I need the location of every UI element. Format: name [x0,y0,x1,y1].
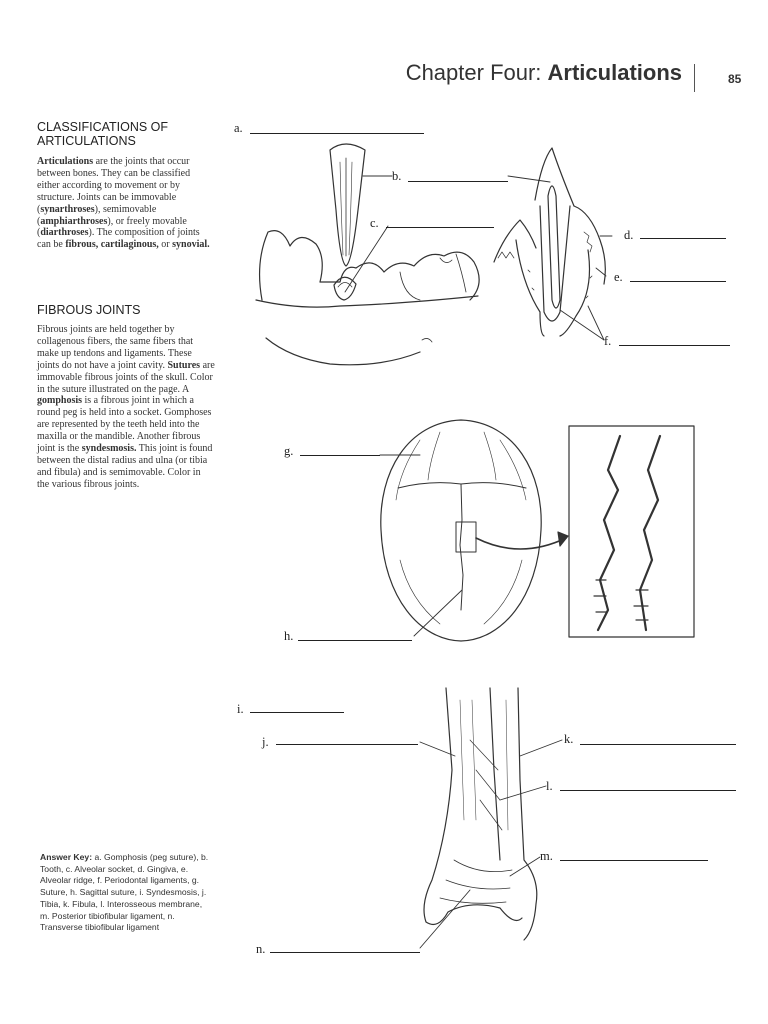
answer-key-label: Answer Key: [40,852,93,862]
page-number: 85 [728,72,742,86]
label-m: m. [540,849,553,863]
ligament-lines [440,860,512,903]
alveolar-bone-left [516,240,544,336]
label-e: e. [614,270,623,284]
leader-b2 [508,176,550,182]
leader-n [420,890,470,948]
leader-l [500,786,546,800]
classifications-heading-line1: CLASSIFICATIONS OF [37,120,169,134]
jaw-lower-edge [266,338,420,365]
body-span: Fibrous joints are held together by collagenous fibers, the same fibers that make up tendons and ligaments. These joints do not have a joint cavity. [37,324,194,371]
label-i: i. [237,702,244,716]
answer-key-text: a. Gomphosis (peg suture), b. Tooth, c. Alveolar socket, d. Gingiva, e. Alveolar ridge, f. Periodontal ligaments, g. Suture, h. Sagittal suture, i. Syndesmosis, j. Tibia, k. Fibula, l. Interosseous membrane, m. Posterior tibiofibular ligament, n. Transverse tibiofibular ligament [40,852,209,933]
body-span: ), or freely movable ( [37,215,187,239]
body-span: are immovable fibrous joints of the skull. Color in the suture illustrated on the page. A [37,359,215,395]
blank-a[interactable] [250,133,424,134]
tooth-crown-outline [535,148,574,206]
pulp-outline [548,186,560,308]
term-syndesmosis: syndesmosis. [81,443,137,455]
term-amphiarthroses: amphiarthroses [40,215,108,227]
body-span: are the joints that occur between bones. They can be classified either according to movement or by structure. Joints can be immovable ( [37,156,191,215]
body-span: or [158,239,173,251]
label-h: h. [284,629,294,643]
blank-c[interactable] [386,227,494,228]
leader-k [520,740,562,756]
label-l: l. [546,779,553,793]
blank-m[interactable] [560,860,708,861]
fibula-outline [490,688,500,860]
label-a: a. [234,121,243,135]
blank-g[interactable] [300,455,380,456]
blank-b[interactable] [408,181,508,182]
jaw-gum-line [256,296,478,307]
body-span: is a fibrous joint in which a round peg is held into a socket. Gomphoses are represented by the teeth held into the maxilla or the mandible. Another fibrous joint is the [37,395,212,455]
tooth-root-line [349,162,352,255]
fibula-outline [518,688,537,940]
label-g: g. [284,444,294,458]
fibrous-heading: FIBROUS JOINTS [37,303,141,317]
label-k: k. [564,732,574,746]
suture-detail-box [456,522,476,552]
bone-fiber-lines [460,700,508,830]
jaw-teeth-outline [260,231,480,300]
blank-j[interactable] [276,744,418,745]
body-span: This joint is found between the distal radius and ulna (or tibia and fibula) and is semimovable. Color in the various fibrous joints. [37,443,213,490]
tooth-jaw-figure [256,144,479,365]
suture-closeup-box [569,426,694,637]
leader-h [414,590,462,636]
term-synarthroses: synarthroses [40,203,95,215]
blank-n[interactable] [270,952,420,953]
term-gomphosis: gomphosis [37,395,83,407]
label-b: b. [392,169,402,183]
blank-l[interactable] [560,790,736,791]
tooth-shape [330,144,365,266]
blank-i[interactable] [250,712,344,713]
blank-k[interactable] [580,744,736,745]
body-span: ), semimovable ( [37,203,157,227]
chapter-name: Articulations [547,60,682,85]
label-j: j. [262,735,269,749]
detail-arrow [476,538,566,549]
classifications-heading-line2: ARTICULATIONS [37,134,136,148]
root-outline [540,206,570,321]
gingiva-left [494,220,536,262]
label-f: f. [604,334,612,348]
term-fibrous-cartilaginous: fibrous, cartilaginous, [65,239,159,251]
label-n: n. [256,942,266,956]
gum-texture [498,232,592,258]
label-c: c. [370,216,379,230]
body-span: ). The composition of joints can be [37,227,200,251]
suture-closeup-line [598,436,620,630]
suture-closeup-line [640,436,660,630]
tooth-root-line [340,162,343,255]
blank-f[interactable] [619,345,730,346]
blank-d[interactable] [640,238,726,239]
leg-figure [424,688,537,940]
blank-h[interactable] [298,640,412,641]
label-d: d. [624,228,634,242]
term-diarthroses: diarthroses [40,227,89,239]
leader-e [596,268,606,276]
leader-c [345,226,388,292]
detail-arrowhead [558,532,568,546]
small-mark [422,338,432,342]
blank-e[interactable] [630,281,726,282]
tooth-crown-detail [400,254,466,300]
leader-m [510,857,540,876]
coronal-suture [398,483,526,488]
term-synovial: synovial. [172,239,210,251]
chapter-prefix: Chapter Four: [405,60,548,85]
term-sutures: Sutures [167,359,201,371]
term-articulations: Articulations [37,156,94,167]
skull-figure [381,420,694,641]
